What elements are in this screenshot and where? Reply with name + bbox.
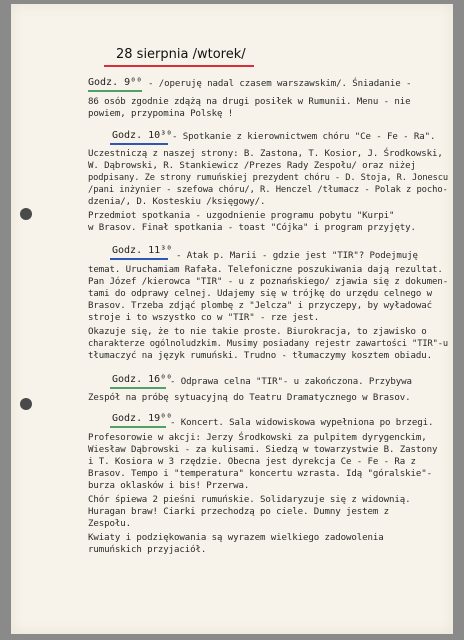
entry-first-line: - /operuję nadal czasem warszawskim/. Śniadanie -	[148, 79, 412, 89]
page-title: 28 sierpnia /wtorek/	[116, 47, 246, 62]
time-underline	[110, 426, 166, 428]
entry-line: stroje i to wszystko co w "TIR" - rze jest.	[88, 313, 320, 323]
time-label: Godz. 19⁰⁰	[112, 413, 173, 424]
entry-line: i T. Kosiora w 3 rzędzie. Obecna jest dyrekcja Ce - Fe - Ra z	[88, 457, 416, 467]
entry-first-line: - Spotkanie z kierownictwem chóru "Ce - Fe - Ra".	[172, 132, 436, 142]
entry-line: Brasov. Tempo i "temperatura" koncertu wzrasta. Idą "góralskie"-	[88, 469, 432, 479]
time-underline	[88, 90, 142, 92]
entry-line: tami do odprawy celnej. Udajemy się w trójkę do urzędu celnego w	[88, 289, 432, 299]
entry-first-line: - Atak p. Marii - gdzie jest "TIR"? Podejmuję	[176, 251, 418, 261]
time-label: Godz. 11³⁰	[112, 245, 173, 256]
entry-line: Profesorowie w akcji: Jerzy Środkowski za pulpitem dyrygenckim,	[88, 433, 427, 443]
entry-line: charakterze ogólnoludzkim. Musimy posiadany rejestr zawartości "TIR"-u	[88, 339, 449, 349]
entry-line: Chór śpiewa 2 pieśni rumuńskie. Solidaryzuje się z widownią.	[88, 495, 411, 505]
entry-line: /pani inżynier - szefowa chóru/, R. Henczel /tłumacz - Polak z pocho-	[88, 185, 448, 195]
entry-line: temat. Uruchamiam Rafała. Telefoniczne poszukiwania dają rezultat.	[88, 265, 443, 275]
entry-line: Huragan braw! Ciarki przechodzą po ciele. Dumny jestem z	[88, 507, 389, 517]
entry-line: Pan Józef /kierowca "TIR" - u z poznańskiego/ zjawia się z dokumen-	[88, 277, 449, 287]
entry-line: rumuńskich przyjaciół.	[88, 545, 207, 555]
punch-hole	[20, 208, 32, 220]
entry-line: powiem, przypomina Polskę !	[88, 109, 234, 119]
entry-first-line: - Odprawa celna "TIR"- u zakończona. Przybywa	[170, 377, 412, 387]
entry-line: podpisany. Ze strony rumuńskiej prezydent chóru - D. Stoja, R. Jonescu	[88, 173, 449, 183]
entry-line: tłumaczyć na język rumuński. Trudno - tłumaczymy kosztem obiadu.	[88, 351, 432, 361]
time-label: Godz. 16⁰⁰	[112, 374, 173, 385]
entry-line: Brasov. Trzeba zdjąć plombę z "Jelcza" i przyczepy, by wyładować	[88, 301, 432, 311]
entry-line: Przedmiot spotkania - uzgodnienie programu pobytu "Kurpi"	[88, 211, 395, 221]
entry-line: Zespołu.	[88, 519, 131, 529]
entry-line: 86 osób zgodnie zdążą na drugi posiłek w Rumunii. Menu - nie	[88, 97, 411, 107]
entry-line: Okazuje się, że to nie takie proste. Biurokracja, to zjawisko o	[88, 327, 427, 337]
title-underline	[104, 65, 254, 67]
punch-hole	[20, 398, 32, 410]
entry-line: burza oklasków i bis! Przerwa.	[88, 481, 250, 491]
entry-line: Wiesław Dąbrowski - za kulisami. Siedzą w towarzystwie B. Zastony	[88, 445, 438, 455]
time-label: Godz. 10³⁰	[112, 130, 173, 141]
entry-line: Zespół na próbę sytuacyjną do Teatru Dramatycznego w Brasov.	[88, 393, 411, 403]
entry-line: Uczestniczą z naszej strony: B. Zastona, T. Kosior, J. Środkowski,	[88, 149, 443, 159]
time-underline	[110, 143, 168, 145]
entry-line: Kwiaty i podziękowania są wyrazem wielkiego zadowolenia	[88, 533, 384, 543]
entry-line: w Brasov. Finał spotkania - toast "Cójka" i program przyjęty.	[88, 223, 416, 233]
entry-line: W. Dąbrowski, R. Stankiewicz /Prezes Rady Zespołu/ oraz niżej	[88, 161, 416, 171]
time-underline	[110, 387, 166, 389]
time-label: Godz. 9⁰⁰	[88, 77, 143, 88]
entry-first-line: - Koncert. Sala widowiskowa wypełniona po brzegi.	[170, 418, 434, 428]
entry-line: dzenia/, D. Kosteskiu /księgowy/.	[88, 197, 266, 207]
time-underline	[110, 258, 168, 260]
